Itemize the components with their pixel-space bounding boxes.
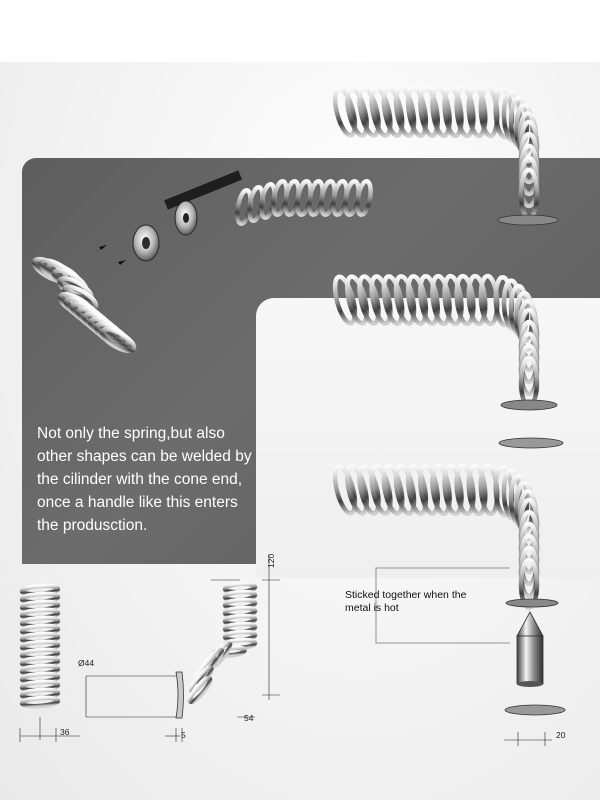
- spring-middle-right: [331, 275, 537, 406]
- coil-ring: [22, 697, 58, 707]
- dimension-lines: [20, 555, 552, 746]
- dimension-diameter-label: Ø44: [78, 658, 95, 668]
- spring-bottom-right: [331, 465, 537, 608]
- dimension-cone-width-label: 20: [556, 730, 566, 740]
- exploded-assembly: [99, 170, 242, 265]
- dimension-height-label: 120: [266, 553, 276, 568]
- dimension-offset-label: 54: [244, 713, 254, 723]
- drawing-flange: [176, 672, 184, 718]
- drawing-spring-right: [187, 583, 255, 704]
- exploded-spring-lower: [31, 255, 137, 355]
- drawing-spring-left: [22, 585, 58, 707]
- description-text: Not only the spring,but also other shapes can be welded by the cilinder with the cone end, once a handle like this enters the produsction.: [37, 425, 252, 534]
- callout-label: Sticked together when the metal is hot: [345, 589, 467, 614]
- cone-cylinder-part: [517, 612, 543, 687]
- dimension-spring-width-label: 36: [60, 727, 70, 737]
- dimension-flange-label: 5: [181, 730, 186, 740]
- exploded-spring-upper: [235, 180, 373, 225]
